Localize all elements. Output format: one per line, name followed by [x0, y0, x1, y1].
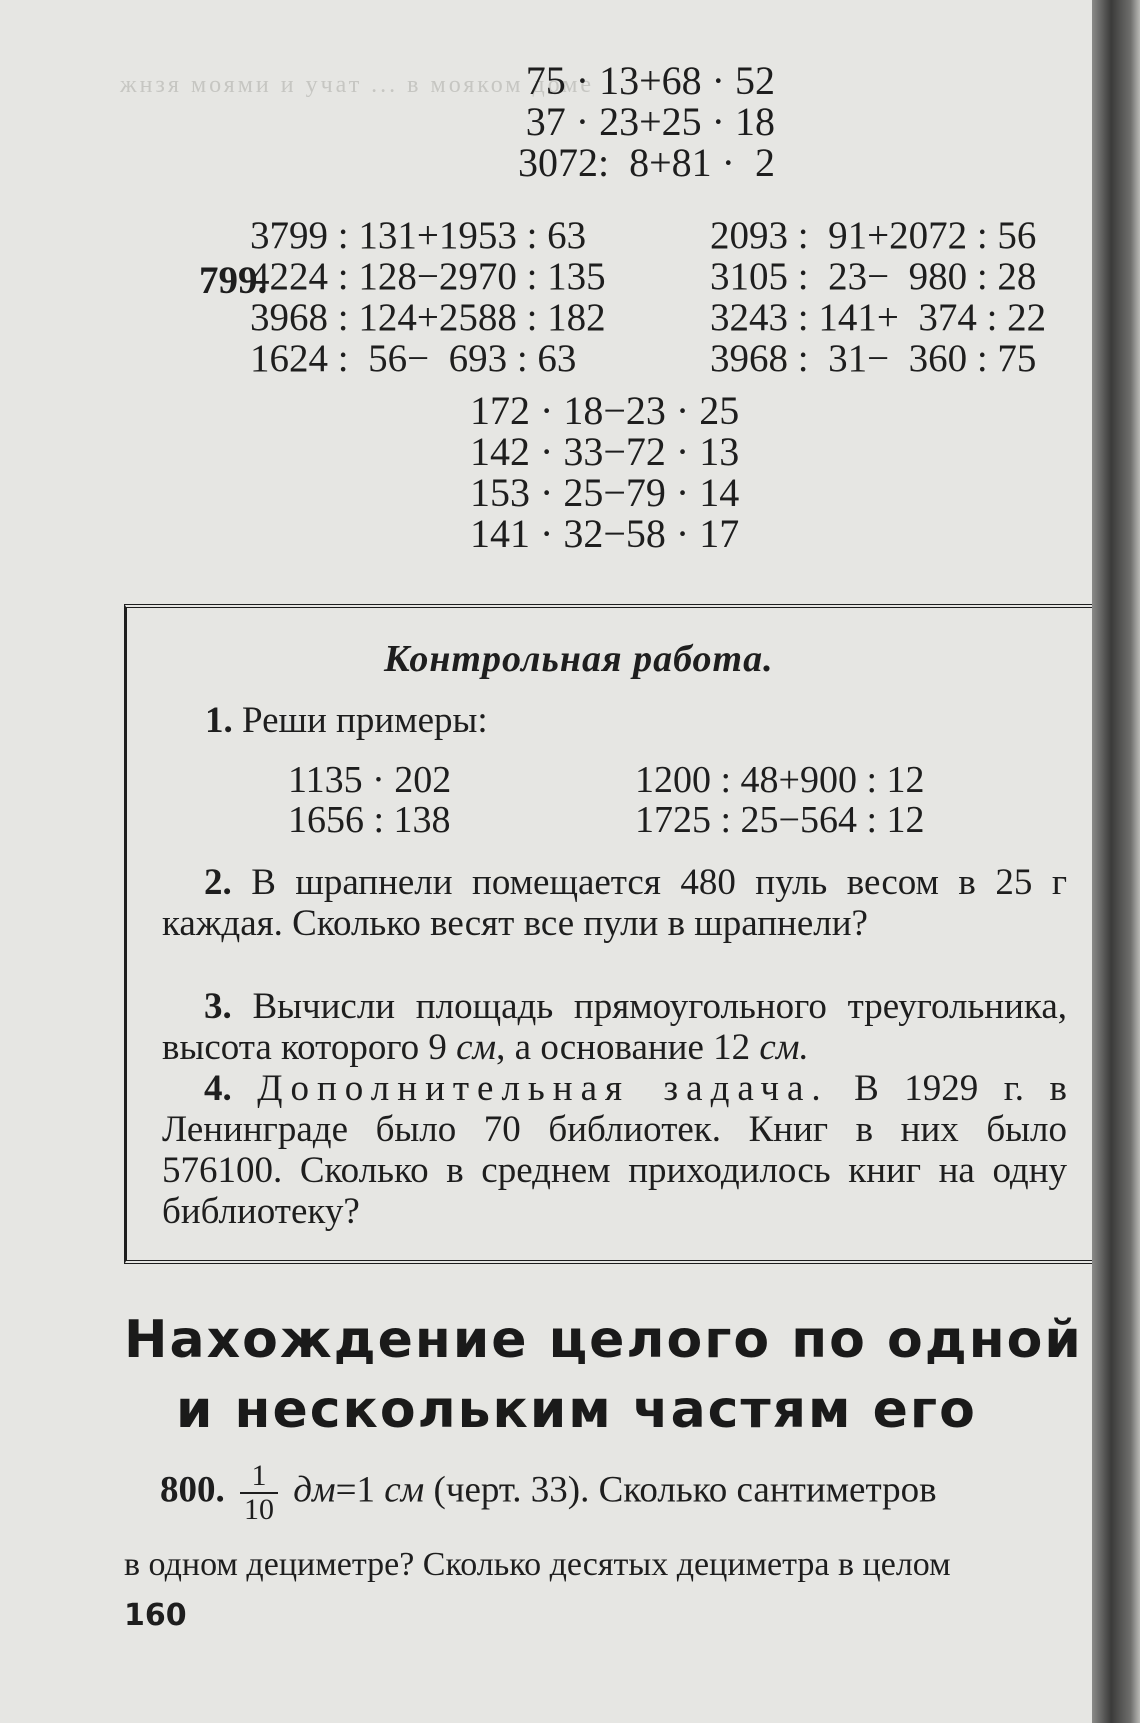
task-1-example [288, 758, 451, 802]
task-number: 2. [204, 862, 232, 903]
task-3 [162, 986, 1067, 1068]
expression: 2093 : 91+2072 : 56 [710, 214, 1037, 257]
expression: 3968 : 31− 360 : 75 [710, 337, 1037, 380]
expression: 3072: 8+81 · 2 [518, 140, 775, 185]
exercise-800-line1 [160, 1460, 937, 1526]
task-text: В шрапнели помещается 480 пуль весом в 25 г каждая. Сколько весят все пули в шрапнели? [162, 862, 1067, 944]
exercise-799-left-col [250, 254, 606, 299]
task-text: В 1929 г. в Ленинграде было 70 библиотек. Книг в них было 576100. Сколько в среднем приходилось книг на одну библиотеку? [162, 1068, 1068, 1232]
expression: 1135 · 202 [288, 759, 452, 801]
task-1-example [635, 758, 925, 802]
expression: 141 · 32−58 · 17 [470, 511, 740, 556]
task-number: 3. [204, 986, 232, 1027]
page-number: 160 [124, 1598, 187, 1633]
unit: см [456, 1027, 497, 1068]
unit: см. [759, 1027, 809, 1068]
exercise-799-left-col [250, 213, 586, 258]
unit: см [384, 1469, 425, 1511]
expression: 37 · 23+25 · 18 [525, 99, 775, 144]
exercise-number: 800. [160, 1469, 225, 1511]
control-work-title: Контрольная работа. [384, 638, 774, 680]
exercise-799-left-col [250, 295, 606, 340]
exercise-799-right-col [710, 254, 1036, 299]
bleed-through-text: жнзя моями и учат ... в мояком доме [120, 72, 595, 98]
fraction [240, 1460, 278, 1526]
expression: 3799 : 131+1953 : 63 [250, 214, 587, 257]
task-number: 1. [205, 700, 233, 741]
expression: 1656 : 138 [288, 799, 451, 841]
expression: 1200 : 48+900 : 12 [635, 759, 925, 801]
expression: 1725 : 25−564 : 12 [635, 799, 925, 841]
exercise-799-right-col [710, 336, 1036, 381]
exercise-800-line2: в одном дециметре? Сколько десятых дециметра в целом [124, 1546, 951, 1583]
section-heading-line2: и нескольким частям его [176, 1380, 977, 1440]
exercise-799-left-col [250, 336, 576, 381]
section-heading-line1: Нахождение целого по одной [124, 1310, 1083, 1370]
top-expressions [440, 60, 775, 183]
task-text: Реши примеры: [242, 700, 488, 741]
exercise-799-right-col [710, 213, 1036, 258]
exercise-799-extra [470, 390, 762, 554]
task-label: Дополнительная задача. [257, 1068, 829, 1109]
book-spine-shadow [1092, 0, 1140, 1723]
task-2 [162, 862, 1067, 944]
task-1-example [288, 798, 451, 842]
expression: 142 · 33−72 · 13 [470, 429, 740, 474]
task-1 [205, 700, 1110, 741]
expression: 172 · 18−23 · 25 [470, 388, 740, 433]
fraction-denominator: 10 [244, 1493, 274, 1526]
exercise-799-right-col [710, 295, 1046, 340]
expression: 75 · 13+68 · 52 [525, 58, 775, 103]
exercise-text: (черт. 33). Сколько сантиметров [433, 1469, 937, 1511]
exercise-number: 799. [199, 259, 268, 302]
expression: 1624 : 56− 693 : 63 [250, 337, 577, 380]
fraction-numerator: 1 [240, 1460, 278, 1494]
task-4 [162, 1068, 1067, 1232]
expression: 4224 : 128−2970 : 135 [250, 255, 606, 298]
task-text: , а основание 12 [496, 1027, 760, 1068]
expression: 3105 : 23− 980 : 28 [710, 255, 1037, 298]
task-text: Вычисли площадь прямоугольного треугольника, высота которого 9 [162, 986, 1068, 1068]
task-number: 4. [204, 1068, 232, 1109]
unit: дм [293, 1469, 336, 1511]
expression: 3968 : 124+2588 : 182 [250, 296, 606, 339]
expression: 153 · 25−79 · 14 [470, 470, 740, 515]
expression: 3243 : 141+ 374 : 22 [710, 296, 1047, 339]
equation-part: =1 [335, 1469, 375, 1511]
task-1-example [635, 798, 925, 842]
